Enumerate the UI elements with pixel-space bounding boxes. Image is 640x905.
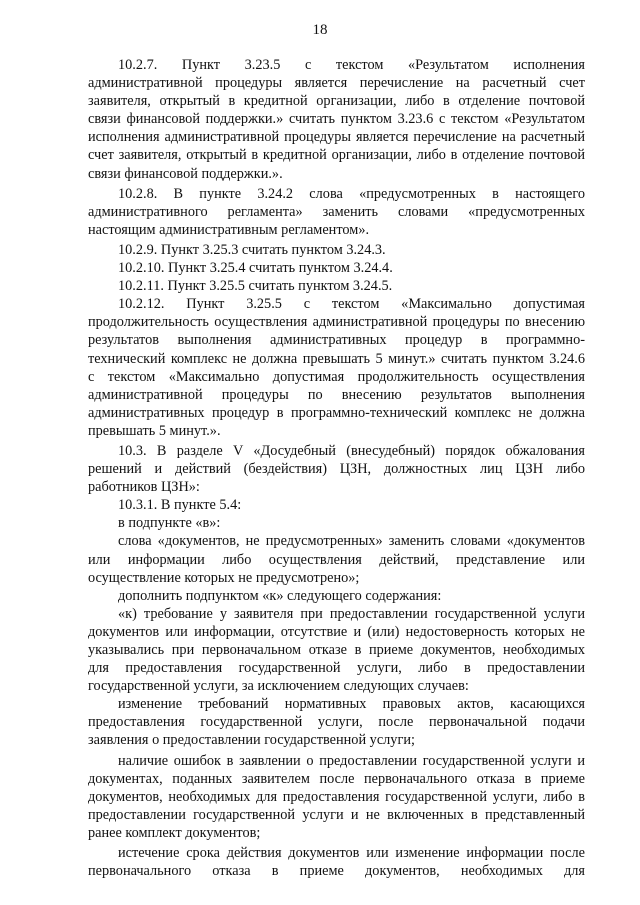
text-line: заявления о предоставлении государственной услуги; <box>88 732 415 749</box>
text-line: работников ЦЗН»: <box>88 479 200 496</box>
text-line: административной процедуры является перечисление на расчетный счет <box>88 75 585 92</box>
text-line: документов, необходимых для предоставления государственной услуги, либо в <box>88 788 585 805</box>
text-line: 10.3. В разделе V «Досудебный (внесудебный) порядок обжалования <box>118 442 585 459</box>
text-line: превышать 5 минут.». <box>88 422 221 439</box>
text-line: решений и действий (бездействия) ЦЗН, должностных лиц ЦЗН либо <box>88 461 585 478</box>
text-line: слова «документов, не предусмотренных» заменить словами «документов <box>118 533 585 550</box>
text-line: связи финансовой поддержки.». <box>88 165 283 182</box>
text-line: истечение срока действия документов или изменение информации после <box>118 845 585 862</box>
text-line: административного регламента» заменить словами «предусмотренных <box>88 203 585 220</box>
text-line: документов или информации, отсутствие и (или) недостоверность которых не <box>88 623 585 640</box>
text-line: 10.2.8. В пункте 3.24.2 слова «предусмотренных в настоящего <box>118 185 585 202</box>
text-line: наличие ошибок в заявлении о предоставлении государственной услуги и <box>118 752 585 769</box>
text-line: документах, поданных заявителем после первоначального отказа в приеме <box>88 770 585 787</box>
text-line: административных процедур в программно-технический комплекс не должна <box>88 404 585 421</box>
text-line: 10.2.12. Пункт 3.25.5 с текстом «Максимально допустимая <box>118 296 585 313</box>
text-line: 10.2.11. Пункт 3.25.5 считать пунктом 3.24.5. <box>118 278 393 295</box>
text-line: предоставления государственной услуги, после первоначальной подачи <box>88 714 585 731</box>
document-body <box>88 56 585 880</box>
text-line: 10.2.7. Пункт 3.23.5 с текстом «Результатом исполнения <box>118 57 585 73</box>
text-line: заявителя, открытый в кредитной организации, либо в отделение почтовой <box>88 93 585 110</box>
text-line: настоящим административным регламентом». <box>88 221 370 238</box>
text-line: указывались при первоначальном отказе в приеме документов, необходимых <box>88 642 585 658</box>
text-line: предоставлении государственной услуги и не включенных в представленный <box>88 806 585 823</box>
page-number: 18 <box>312 22 328 38</box>
text-line: в подпункте «в»: <box>118 515 221 532</box>
text-line: связи финансовой поддержки.» считать пунктом 3.23.6 с текстом «Результатом <box>88 111 585 128</box>
text-line: изменение требований нормативных правовых актов, касающихся <box>118 696 585 713</box>
text-line: осуществление которых не предусмотрено»; <box>88 569 360 586</box>
text-line: исполнения административной процедуры является перечисление на расчетный <box>88 129 585 146</box>
text-line: административной процедуры по внесению результатов выполнения <box>88 386 585 403</box>
text-line: 10.2.10. Пункт 3.25.4 считать пунктом 3.24.4. <box>118 260 393 277</box>
text-line: 10.3.1. В пункте 5.4: <box>118 497 242 514</box>
text-line: для предоставления государственной услуги, либо в предоставлении <box>88 660 585 677</box>
text-line: первоначального отказа в приеме документов, необходимых для <box>88 863 585 880</box>
text-line: дополнить подпунктом «к» следующего содержания: <box>118 587 442 604</box>
text-line: продолжительность осуществления административной процедуры по внесению <box>88 314 585 331</box>
text-line: «к) требование у заявителя при предоставлении государственной услуги <box>118 605 585 622</box>
text-line: 10.2.9. Пункт 3.25.3 считать пунктом 3.24.3. <box>118 241 386 258</box>
text-line: или информации либо осуществления действий, представление или <box>88 551 585 568</box>
text-line: счет заявителя, открытый в кредитной организации, либо в отделение почтовой <box>88 147 585 164</box>
text-line: государственной услуги, за исключением следующих случаев: <box>88 678 469 695</box>
text-line: ранее комплект документов; <box>88 824 261 841</box>
text-line: с текстом «Максимально допустимая продолжительность осуществления <box>88 368 585 385</box>
text-line: результатов выполнения административных процедур в программно- <box>88 332 585 349</box>
text-line: технический комплекс не должна превышать 5 минут.» считать пунктом 3.24.6 <box>88 350 585 367</box>
